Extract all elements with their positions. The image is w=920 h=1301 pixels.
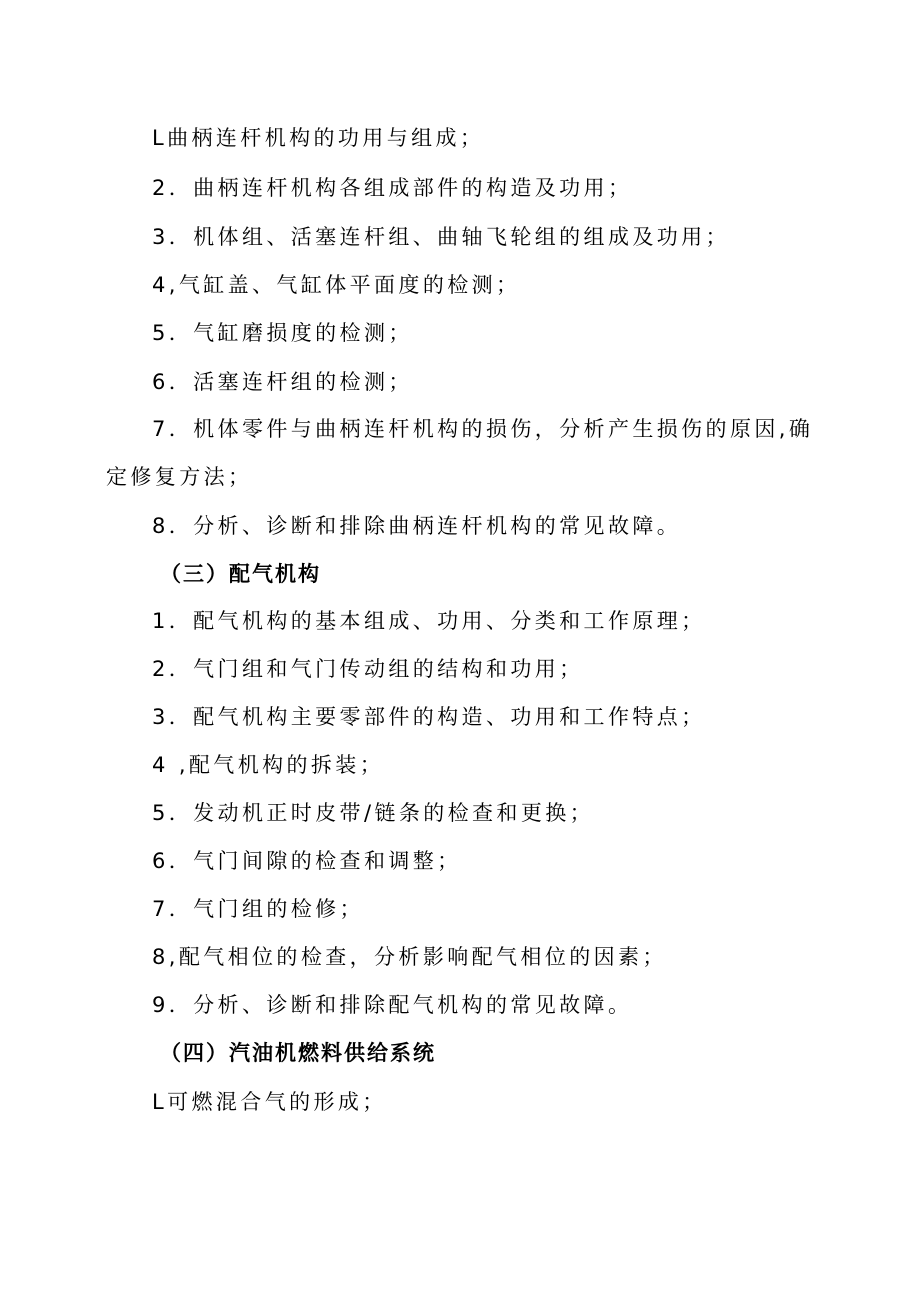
text-line-12: 4 ,配气机构的拆装； [152,753,385,777]
text-line-4: 4,气缸盖、气缸体平面度的检测； [152,273,521,297]
section-heading-4: （四）汽油机燃料供给系统 [160,1041,436,1065]
text-line-18: L可燃混合气的形成； [152,1090,387,1114]
text-line-6: 6．活塞连杆组的检测； [152,370,413,394]
text-line-11: 3．配气机构主要零部件的构造、功用和工作特点； [152,705,706,729]
text-line-2: 2．曲柄连杆机构各组成部件的构造及功用； [152,176,633,200]
text-line-8: 8．分析、诊断和排除曲柄连杆机构的常见故障。 [152,514,682,538]
text-line-9: 1．配气机构的基本组成、功用、分类和工作原理； [152,609,706,633]
text-line-15: 7．气门组的检修； [152,897,364,921]
section-heading-3: （三）配气机构 [160,562,321,586]
text-line-13: 5．发动机正时皮带/链条的检查和更换； [152,801,595,825]
text-line-7-continuation: 定修复方法； [106,465,253,489]
text-line-14: 6．气门间隙的检查和调整； [152,849,462,873]
text-line-1: L曲柄连杆机构的功用与组成； [152,126,485,150]
text-line-7: 7．机体零件与曲柄连杆机构的损伤，分析产生损伤的原因,确 [152,417,814,441]
text-line-17: 9．分析、诊断和排除配气机构的常见故障。 [152,993,633,1017]
text-line-5: 5．气缸磨损度的检测； [152,321,413,345]
text-line-10: 2．气门组和气门传动组的结构和功用； [152,657,584,681]
text-line-16: 8,配气相位的检查，分析影响配气相位的因素； [152,945,667,969]
text-line-3: 3．机体组、活塞连杆组、曲轴飞轮组的组成及功用； [152,225,730,249]
